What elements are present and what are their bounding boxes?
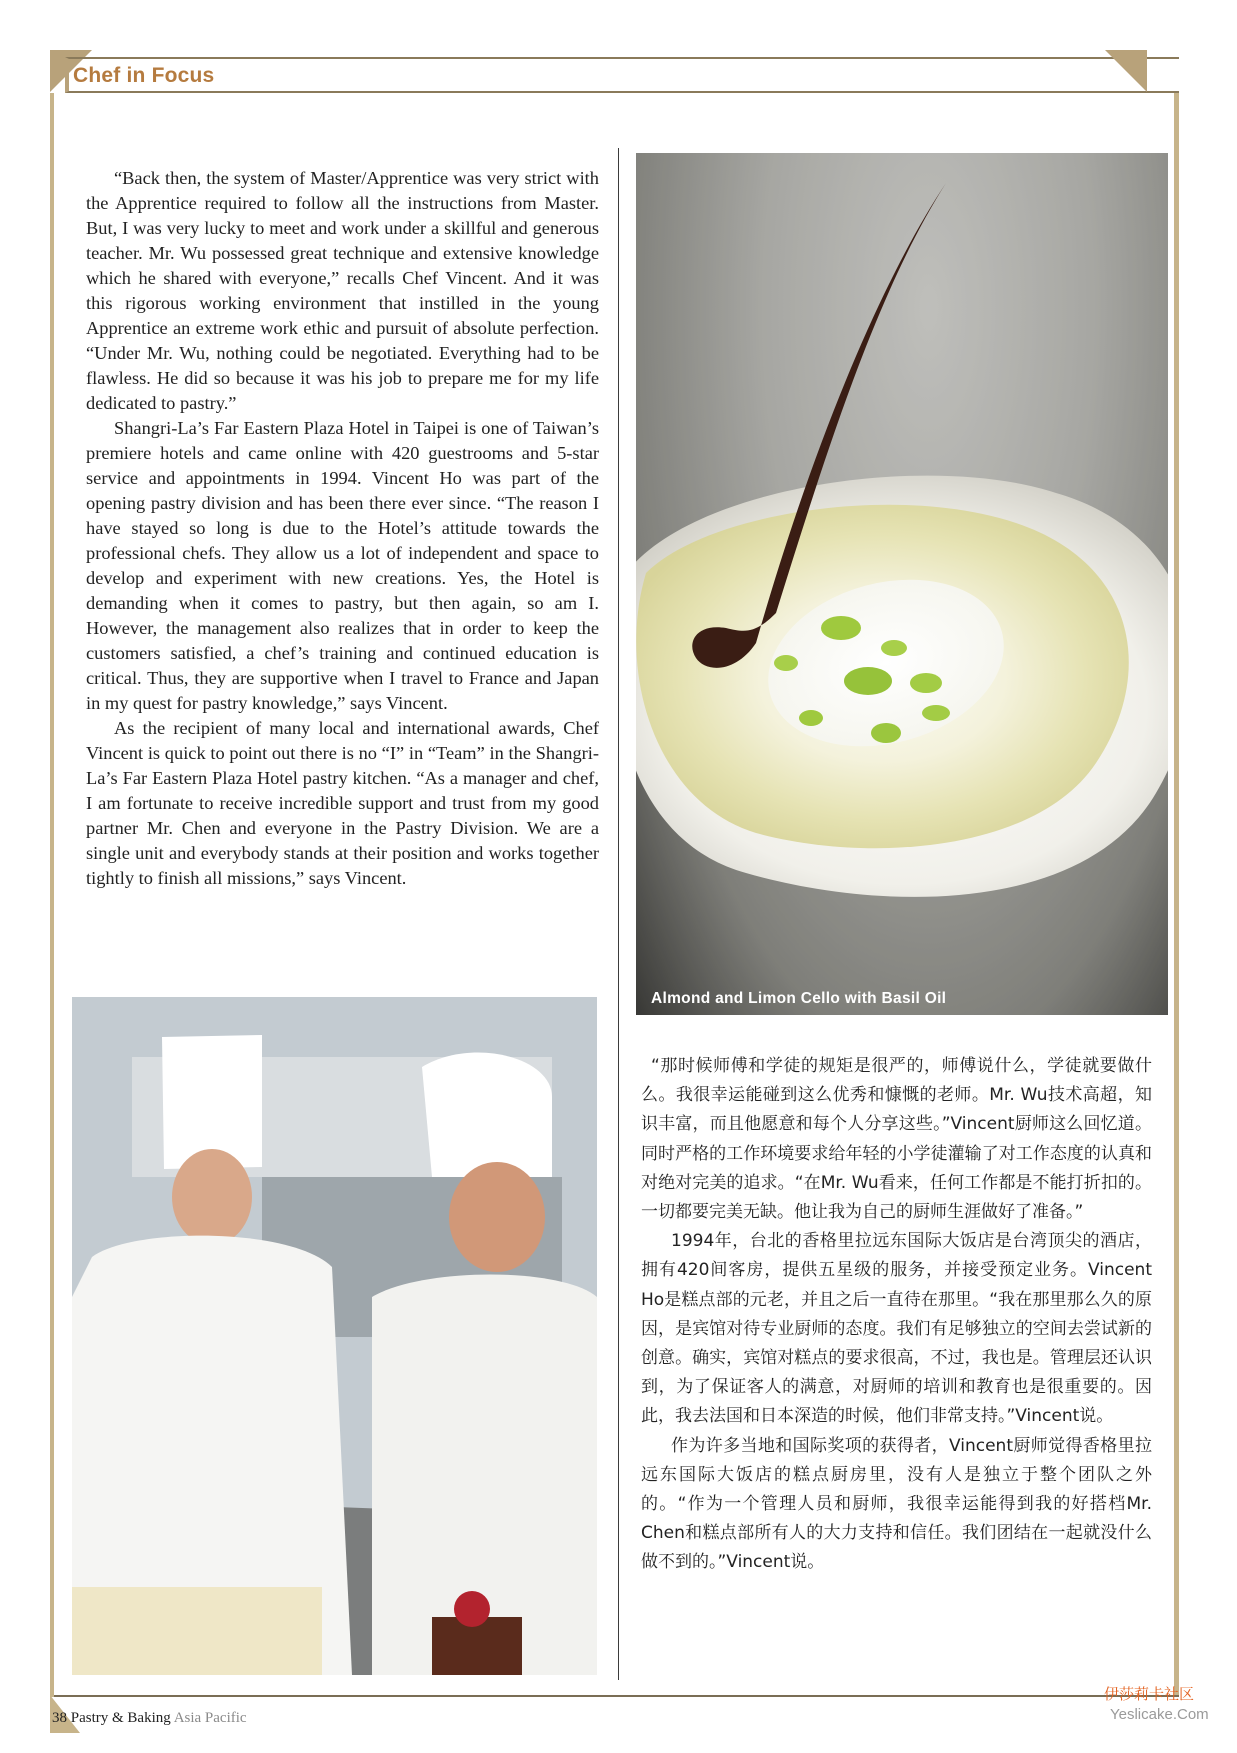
- article-chinese: [641, 1052, 1152, 1578]
- article-zh-paragraph-1: “那时候师傅和学徒的规矩是很严的，师傅说什么，学徒就要做什么。我很幸运能碰到这么优秀和慷慨的老师。Mr. Wu技术高超，知识丰富，而且他愿意和每个人分享这些。”Vincent厨师这么回忆道。同时严格的工作环境要求给年轻的小学徒灌输了对工作态度的认真和对绝对完美的追求。“在Mr. Wu看来，任何工作都是不能打折扣的。一切都要完美无缺。他让我为自己的厨师生涯做好了准备。”: [641, 1056, 1152, 1223]
- magazine-name: Pastry & Baking: [70, 1710, 171, 1726]
- photo-caption: Almond and Limon Cello with Basil Oil: [651, 990, 947, 1007]
- page-frame-left: [50, 93, 54, 1697]
- page-frame-bottom: [54, 1695, 1179, 1697]
- page-footer: [52, 1710, 247, 1727]
- header-frame: [65, 57, 1179, 93]
- article-en-paragraph-2: Shangri-La’s Far Eastern Plaza Hotel in Taipei is one of Taiwan’s premiere hotels and came online with 420 guestrooms and 5-star service and appointments in 1994. Vincent Ho was part of the opening pastry division and has been there ever since. “The reason I have stayed so long is due to the Hotel’s attitude towards the professional chefs. They allow us a lot of independent and space to develop and experiment with new creations. Yes, the Hotel is demanding when it comes to pastry, but then again, so am I. However, the management also realizes that in order to keep the customers satisfied, a chef’s training and continued education is critical. Thus, they are supportive when I travel to France and Japan in my quest for pastry knowledge,” says Vincent.: [86, 418, 599, 713]
- article-en-paragraph-3: As the recipient of many local and international awards, Chef Vincent is quick to point out there is no “I” in “Team” in the Shangri-La’s Far Eastern Plaza Hotel pastry kitchen. “As a manager and chef, I am fortunate to receive incredible support and trust from my good partner Mr. Chen and everyone in the Pastry Division. We are a single unit and everybody stands at their position and works together tightly to finish all missions,” says Vincent.: [86, 718, 599, 888]
- page-frame-right: [1174, 93, 1179, 1697]
- chefs-photo: [72, 997, 597, 1675]
- section-title: Chef in Focus: [73, 64, 215, 87]
- header-corner-ornament-right: [1105, 50, 1147, 92]
- column-divider: [618, 148, 619, 1680]
- article-en-paragraph-1: “Back then, the system of Master/Apprentice was very strict with the Apprentice required to follow all the instructions from Master. But, I was very lucky to meet and work under a skillful and generous teacher. Mr. Wu possessed great technique and extensive knowledge which he shared with everyone,” recalls Chef Vincent. And it was this rigorous working environment that instilled in the young Apprentice an extreme work ethic and pursuit of absolute perfection. “Under Mr. Wu, nothing could be negotiated. Everything had to be flawless. He did so because it was his job to prepare me for my life dedicated to pastry.”: [86, 168, 599, 413]
- page-number: 38: [52, 1710, 67, 1726]
- article-english: [86, 166, 599, 891]
- chefs-illustration: [72, 997, 597, 1675]
- article-zh-paragraph-3: 作为许多当地和国际奖项的获得者，Vincent厨师觉得香格里拉远东国际大饭店的糕点厨房里，没有人是独立于整个团队之外的。“作为一个管理人员和厨师，我很幸运能得到我的好搭档Mr. Chen和糕点部所有人的大力支持和信任。我们团结在一起就没什么做不到的。”Vincent说。: [641, 1435, 1152, 1573]
- article-zh-paragraph-2: 1994年，台北的香格里拉远东国际大饭店是台湾顶尖的酒店，拥有420间客房，提供五星级的服务，并接受预定业务。Vincent Ho是糕点部的元老，并且之后一直待在那里。“我在那里那么久的原因，是宾馆对待专业厨师的态度。我们有足够独立的空间去尝试新的创意。确实，宾馆对糕点的要求很高，不过，我也是。管理层还认识到，为了保证客人的满意，对厨师的培训和教育也是很重要的。因此，我去法国和日本深造的时候，他们非常支持。”Vincent说。: [641, 1231, 1152, 1427]
- magazine-region: Asia Pacific: [173, 1710, 247, 1726]
- watermark-url: Yeslicake.Com: [1110, 1706, 1209, 1723]
- watermark-cn: 伊莎莉卡社区: [1104, 1685, 1195, 1703]
- dessert-illustration: [636, 153, 1168, 1015]
- dessert-photo: [636, 153, 1168, 1015]
